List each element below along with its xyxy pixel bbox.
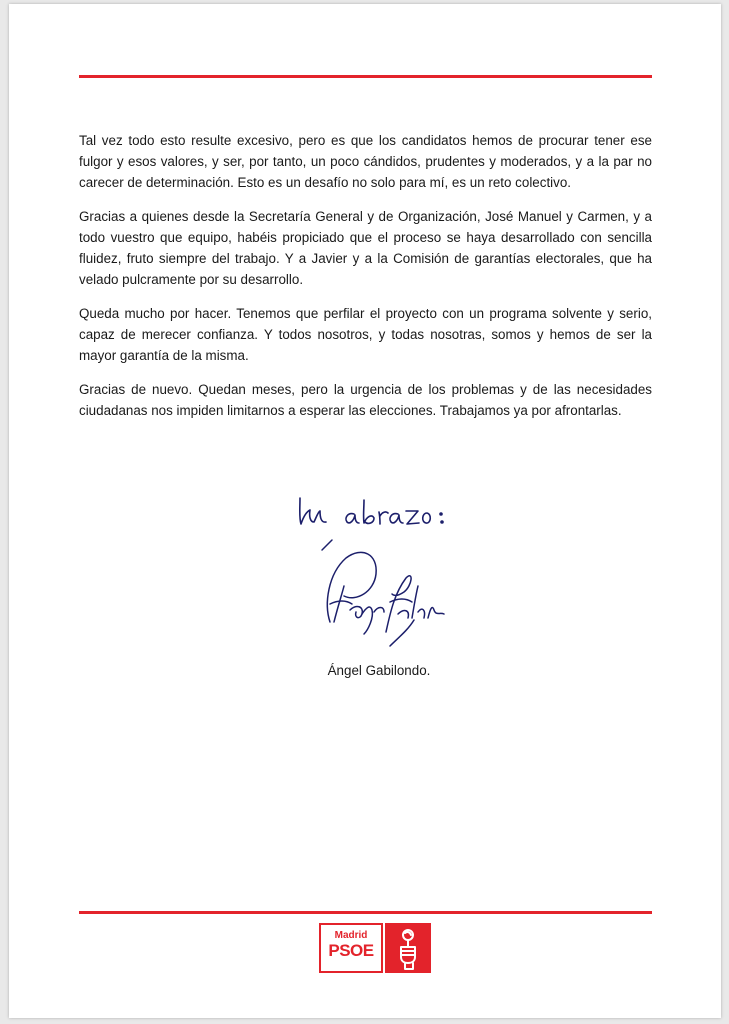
handwritten-closing: [294, 494, 464, 534]
letter-body: [79, 130, 652, 434]
fist-and-rose-icon: [385, 923, 431, 973]
signer-name: Ángel Gabilondo.: [327, 663, 431, 678]
psoe-madrid-logo: [319, 917, 431, 975]
paragraph-2: Gracias a quienes desde la Secretaría General y de Organización, José Manuel y Carmen, y a todo vuestro que equipo, habéis propiciado que el proceso se haya desarrollado con sencilla fluidez, fruto siempre del trabajo. Y a Javier y a la Comisión de garantías electorales, que ha velado pulcramente por su desarrollo.: [79, 209, 652, 287]
paragraph-4: Gracias de nuevo. Quedan meses, pero la urgencia de los problemas y de las necesidades ciudadanas nos impiden limitarnos a esperar las elecciones. Trabajamos ya por afrontarlas.: [79, 382, 652, 418]
paragraph-3: Queda mucho por hacer. Tenemos que perfilar el proyecto con un programa solvente y serio, capaz de merecer confianza. Y todos nosotros, y todas nosotras, somos y hemos de ser la mayor garantía de la misma.: [79, 306, 652, 363]
header-rule: [79, 75, 652, 78]
paragraph-1: Tal vez todo esto resulte excesivo, pero es que los candidatos hemos de procurar tener ese fulgor y esos valores, y ser, por tanto, un poco cándidos, prudentes y moderados, y a la par no carecer de determinación. Esto es un desafío no solo para mí, es un reto colectivo.: [79, 133, 652, 190]
footer-rule: [79, 911, 652, 914]
letter-page: [9, 4, 721, 1018]
logo-party: PSOE: [328, 941, 374, 960]
logo-region: Madrid: [334, 930, 368, 941]
logo-wordmark: [319, 923, 383, 973]
signature: [294, 534, 454, 654]
